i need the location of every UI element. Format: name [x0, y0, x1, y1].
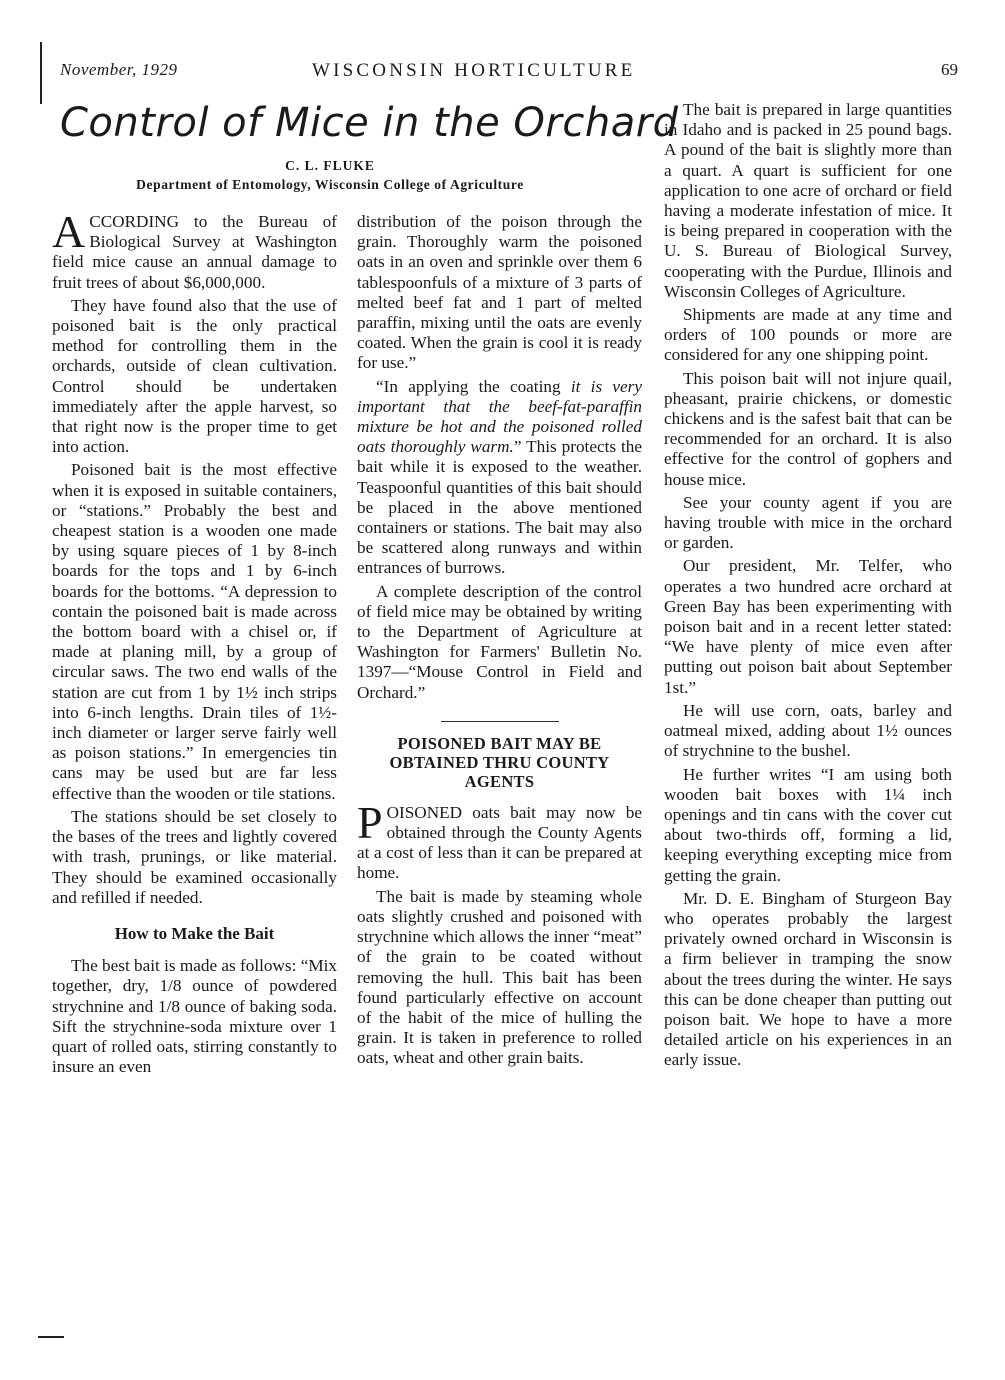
margin-rule	[40, 42, 42, 104]
paragraph: This poison bait will not injure quail, pheasant, prairie chickens, or domestic chickens and is the safest bait that can be recommended for an orchard. It is also effective for the control of gophers and house mice.	[664, 368, 952, 489]
paragraph: ACCORDING to the Bureau of Biological Survey at Washington field mice cause an annual damage to fruit trees of about $6,000,000.	[52, 206, 337, 292]
journal-title: WISCONSIN HORTICULTURE	[312, 60, 636, 81]
paragraph: He will use corn, oats, barley and oatmeal mixed, adding about 1½ ounces of strychnine to the bushel.	[664, 700, 952, 761]
column-1	[52, 206, 337, 1080]
emphasis: it is very important that the beef-fat-paraffin mixture be hot and the poisoned rolled oats thoroughly warm.	[357, 376, 642, 457]
drop-cap: A	[52, 206, 86, 257]
paragraph: “In applying the coating it is very important that the beef-fat-paraffin mixture be hot and the poisoned rolled oats thoroughly warm.” This protects the bait while it is exposed to the weather. Teaspoonful quantities of this bait should be placed in the above mentioned containers or stations. The bait may also be scattered along runways and within entrances of burrows.	[357, 376, 642, 578]
issue-date: November, 1929	[60, 60, 178, 79]
paragraph: distribution of the poison through the grain. Thoroughly warm the poisoned oats in an oven and sprinkle over them 6 tablespoonfuls of a mixture of 3 parts of melted beef fat and 1 part of melted paraffin, mixing until the oats are evenly coated. When the grain is cool it is ready for use.”	[357, 212, 642, 373]
paragraph: He further writes “I am using both wooden bait boxes with 1¼ inch openings and tin cans with the cover cut about two-thirds off, forming a lid, keeping everything excepting mice from getting the grain.	[664, 764, 952, 885]
article-title: Control of Mice in the Orchard	[60, 100, 679, 146]
section-heading: POISONED BAIT MAY BE OBTAINED THRU COUNTY AGENTS	[389, 733, 610, 791]
paragraph: They have found also that the use of poisoned bait is the only practical method for controlling them in the orchards, outside of clean cultivation. Control should be undertaken immediately after the apple harvest, so that right now is the proper time to get into action.	[52, 295, 337, 457]
paragraph: The stations should be set closely to the bases of the trees and lightly covered with trash, prunings, or like material. They should be examined occasionally and refilled if needed.	[52, 806, 337, 907]
margin-mark	[38, 1336, 64, 1338]
paragraph: Our president, Mr. Telfer, who operates a two hundred acre orchard at Green Bay has been experimenting with poison bait and in a recent letter stated: “We have plenty of mice even after putting out poison bait about September 1st.”	[664, 556, 952, 697]
paragraph: The bait is prepared in large quantities in Idaho and is packed in 25 pound bags. A pound of the bait is slightly more than a quart. A quart is sufficient for one application to one acre of orchard or field having a moderate infestation of mice. It is being prepared in cooperation with the U. S. Bureau of Biological Survey, cooperating with the Purdue, Illinois and Wisconsin Colleges of Agriculture.	[664, 100, 952, 301]
author-department: Department of Entomology, Wisconsin College of Agriculture	[136, 177, 524, 192]
section-divider	[441, 721, 559, 722]
paragraph: The best bait is made as follows: “Mix together, dry, 1/8 ounce of powdered strychnine and 1/8 ounce of baking soda. Sift the strychnine-soda mixture over 1 quart of rolled oats, stirring constantly to insure an even	[52, 956, 337, 1077]
drop-cap: P	[357, 796, 383, 848]
page-header	[60, 60, 958, 86]
paragraph: A complete description of the control of field mice may be obtained by writing to the Department of Agriculture at Washington for Farmers' Bulletin No. 1397—“Mouse Control in Field and Orchard.”	[357, 581, 642, 702]
paragraph: POISONED oats bait may now be obtained through the County Agents at a cost of less than it can be prepared at home.	[357, 796, 642, 883]
subheading: How to Make the Bait	[114, 923, 275, 943]
column-3	[664, 100, 952, 1074]
paragraph: Poisoned bait is the most effective when it is exposed in suitable containers, or “stations.” Probably the best and cheapest station is a wooden one made by using square pieces of 1 by 8-inch boards for the tops and 1 by 6-inch boards for the bottoms. “A depression to contain the poisoned bait is made across the bottom board with a chisel or, if made at planing mill, by a group of circular saws. The two end walls of the station are cut from 1 by 1½ inch strips into 6-inch lengths. Drain tiles of 1½-inch diameter or larger serve fairly well as poison stations.” In emergencies tin cans may be used but are far less effective than the wooden or tile stations.	[52, 460, 337, 803]
column-2	[357, 212, 642, 1072]
article-author: C. L. FLUKE	[285, 158, 375, 173]
paragraph: The bait is made by steaming whole oats slightly crushed and poisoned with strychnine which allows the inner “meat” of the grain to be coated without removing the hull. This bait has been found particularly effective on account of the habit of the mice of hulling the grain. It is taken in preference to rolled oats, wheat and other grain baits.	[357, 886, 642, 1068]
paragraph: Shipments are made at any time and orders of 100 pounds or more are considered for any one shipping point.	[664, 305, 952, 365]
paragraph: Mr. D. E. Bingham of Sturgeon Bay who operates probably the largest privately owned orchard in Wisconsin is a firm believer in tramping the snow about the trees during the winter. He says this can be done cheaper than putting out poison bait. We hope to have a more detailed article on his experiences in an early issue.	[664, 888, 952, 1070]
page-number: 69	[941, 60, 958, 79]
paragraph: See your county agent if you are having trouble with mice in the orchard or garden.	[664, 492, 952, 553]
